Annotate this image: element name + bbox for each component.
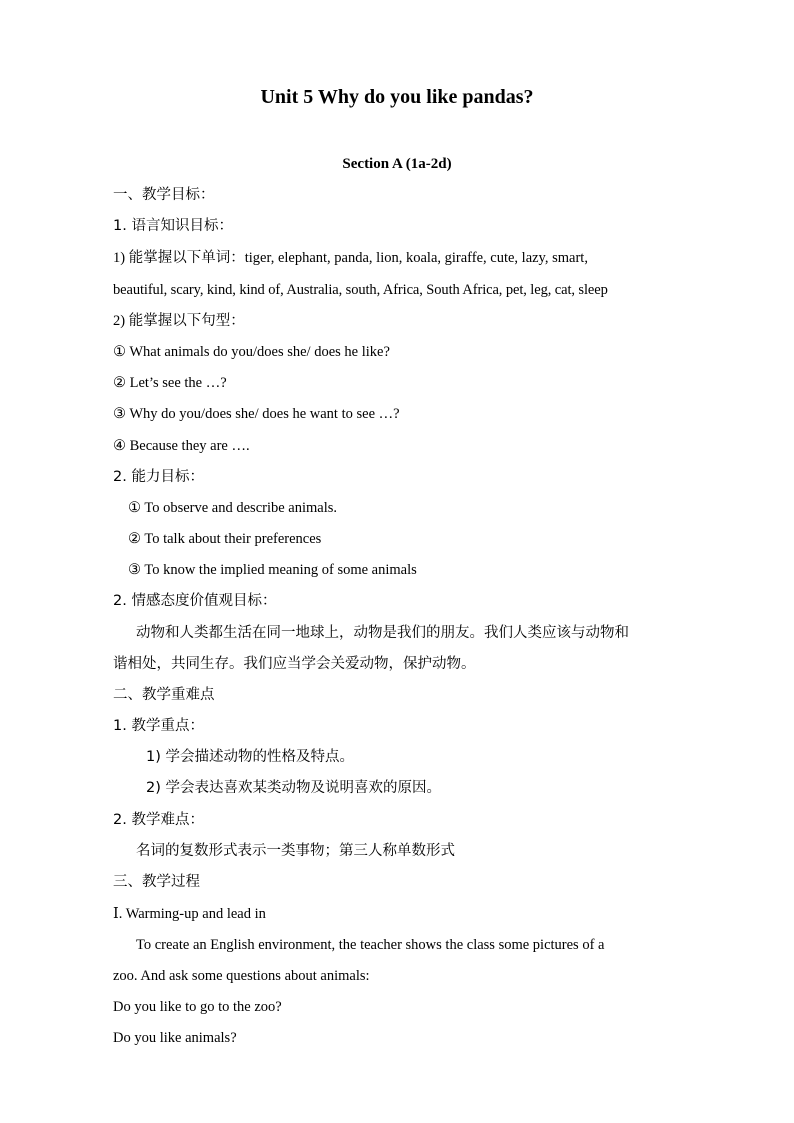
heading-key-difficult-points: 二、教学重难点 [113,687,215,703]
ability-objective-3: ③ To know the implied meaning of some animals [128,562,417,578]
subheading-language-knowledge: 1. 语言知识目标： [113,218,233,234]
ability-objective-2: ② To talk about their preferences [128,531,322,547]
emotional-objective-text-1: 动物和人类都生活在同一地球上，动物是我们的朋友。我们人类应该与动物和 [136,625,629,641]
section-heading: Section A (1a-2d) [342,156,452,172]
question-2: Do you like animals? [113,1030,237,1046]
step-warming-up: Ⅰ. Warming-up and lead in [113,906,266,922]
question-1: Do you like to go to the zoo? [113,999,282,1015]
vocabulary-line-2: beautiful, scary, kind, kind of, Australia, south, Africa, South Africa, pet, leg, cat, sleep [113,282,608,298]
difficult-point-text: 名词的复数形式表示一类事物；第三人称单数形式 [136,843,455,859]
sentence-pattern-2: ② Let’s see the …? [113,375,227,391]
sentence-pattern-1: ① What animals do you/does she/ does he like? [113,344,390,360]
subheading-ability-objectives: 2. 能力目标： [113,469,204,485]
warming-up-text-1: To create an English environment, the teacher shows the class some pictures of a [136,937,605,953]
key-point-1: 1) 学会描述动物的性格及特点。 [146,749,354,765]
ability-objective-1: ① To observe and describe animals. [128,500,338,516]
subheading-emotional-objectives: 2. 情感态度价值观目标： [113,593,277,609]
subheading-key-points: 1. 教学重点： [113,718,204,734]
document-title: Unit 5 Why do you like pandas? [260,86,534,108]
vocabulary-line-1: 1) 能掌握以下单词：tiger, elephant, panda, lion, koala, giraffe, cute, lazy, smart, [113,250,588,266]
key-point-2: 2) 学会表达喜欢某类动物及说明喜欢的原因。 [146,780,441,796]
sentence-pattern-4: ④ Because they are …. [113,438,250,454]
subheading-difficult-points: 2. 教学难点： [113,812,204,828]
heading-teaching-process: 三、教学过程 [113,874,200,890]
emotional-objective-text-2: 谐相处，共同生存。我们应当学会关爱动物，保护动物。 [113,656,476,672]
subheading-sentence-patterns: 2) 能掌握以下句型： [113,313,245,329]
heading-teaching-objectives: 一、教学目标： [113,187,215,203]
sentence-pattern-3: ③ Why do you/does she/ does he want to see …? [113,406,400,422]
warming-up-text-2: zoo. And ask some questions about animals: [113,968,370,984]
